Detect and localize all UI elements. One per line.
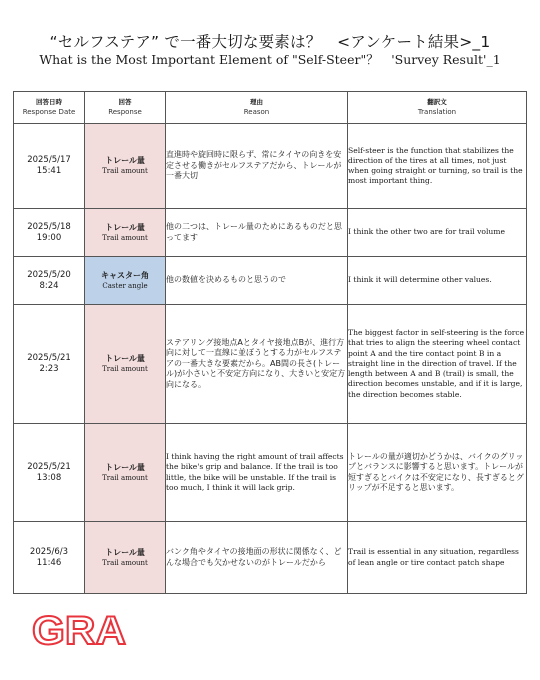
response-en: Trail amount [102, 558, 148, 567]
response-en: Trail amount [102, 473, 148, 482]
response-cell [85, 424, 166, 522]
time-value: 13:08 [36, 472, 62, 483]
date-value: 2025/5/18 [27, 221, 71, 232]
table-row [14, 305, 527, 424]
survey-table [13, 91, 527, 594]
time-value: 8:24 [39, 280, 59, 291]
response-cell [85, 522, 166, 594]
header-translation [348, 92, 527, 124]
translation-cell: Self-steer is the function that stabilizes the direction of the tires at all times, not just when going straight or turning, so trail is the most important thing. [348, 124, 527, 209]
header-response-jp: 回答 [118, 98, 132, 106]
table-row [14, 424, 527, 522]
response-date [14, 424, 85, 522]
response-jp: トレール量 [105, 462, 145, 472]
reason-cell: バンク角やタイヤの接地面の形状に関係なく、どんな場合でも欠かせないのがトレールだから [166, 522, 348, 594]
response-date [14, 257, 85, 305]
response-en: Trail amount [102, 233, 148, 242]
translation-cell: I think it will determine other values. [348, 257, 527, 305]
response-jp: トレール量 [105, 156, 145, 165]
header-translation-jp: 翻訳文 [427, 98, 447, 106]
translation-cell: I think the other two are for trail volume [348, 209, 527, 257]
reason-cell: 他の二つは、トレール量のためにあるものだと思ってます [166, 209, 348, 257]
table-row [14, 522, 527, 594]
time-value: 15:41 [36, 166, 62, 176]
response-en: Trail amount [102, 167, 148, 175]
page-title-en: What is the Most Important Element of "Self-Steer"？ 'Survey Result'_1 [39, 52, 501, 67]
header-translation-en: Translation [417, 108, 457, 116]
response-date [14, 124, 85, 209]
translation-cell: トレールの量が適切かどうかは、バイクのグリップとバランスに影響すると思います。トレールが短すぎるとバイクは不安定になり、長すぎるとグリップが不足すると思います。 [348, 424, 527, 522]
date-value: 2025/5/20 [27, 269, 71, 280]
response-cell [85, 124, 166, 209]
header-date [14, 92, 85, 124]
header-response-en: Response [108, 108, 142, 116]
header-date-jp: 回答日時 [36, 98, 62, 106]
date-value: 2025/5/17 [27, 155, 71, 165]
reason-cell: ステアリング接地点Aとタイヤ接地点Bが、進行方向に対して一直線に並ぼうとする力がセルフステアの一番大きな要素だから。AB間の長さ(トレール)が小さいと不安定方向になり、大きいと安定方向になる。 [166, 305, 348, 424]
translation-cell: Trail is essential in any situation, regardless of lean angle or tire contact patch shape [348, 522, 527, 594]
response-jp: トレール量 [105, 354, 145, 363]
logo-text: GRA [32, 609, 126, 652]
response-jp: キャスター角 [101, 270, 149, 280]
response-cell [85, 305, 166, 424]
response-date [14, 209, 85, 257]
table-header-row [14, 92, 527, 124]
response-cell [85, 209, 166, 257]
table-row [14, 124, 527, 209]
time-value: 2:23 [39, 364, 59, 374]
time-value: 11:46 [36, 557, 62, 568]
header-response [85, 92, 166, 124]
response-date [14, 305, 85, 424]
header-reason-en: Reason [243, 108, 270, 116]
response-en: Caster angle [102, 281, 148, 290]
reason-cell: 直進時や旋回時に限らず、常にタイヤの向きを安定させる働きがセルフステアだから、トレールが一番大切 [166, 124, 348, 209]
gra-logo [30, 608, 130, 652]
date-value: 2025/5/21 [27, 461, 71, 472]
response-jp: トレール量 [105, 222, 145, 232]
translation-cell: The biggest factor in self-steering is the force that tries to align the steering wheel contact point A and the tire contact point B in a straight line in the direction of travel. If the length between A and B (trail) is small, the direction becomes unstable, and if it is large, the direction becomes stable. [348, 305, 527, 424]
page-title-jp: “セルフステア” で一番大切な要素は？ <アンケート結果>_1 [49, 33, 491, 51]
table-row [14, 209, 527, 257]
reason-cell: 他の数値を決めるものと思うので [166, 257, 348, 305]
response-jp: トレール量 [105, 547, 145, 557]
response-cell [85, 257, 166, 305]
reason-cell: I think having the right amount of trail affects the bike's grip and balance. If the trail is too little, the bike will be unstable. If the trail is too much, I think it will lack grip. [166, 424, 348, 522]
header-reason-jp: 理由 [250, 98, 263, 106]
table-row [14, 257, 527, 305]
date-value: 2025/6/3 [29, 546, 69, 557]
header-reason [166, 92, 348, 124]
time-value: 19:00 [36, 232, 62, 243]
date-value: 2025/5/21 [27, 353, 71, 363]
header-date-en: Response Date [22, 108, 76, 116]
response-date [14, 522, 85, 594]
response-en: Trail amount [102, 365, 148, 373]
